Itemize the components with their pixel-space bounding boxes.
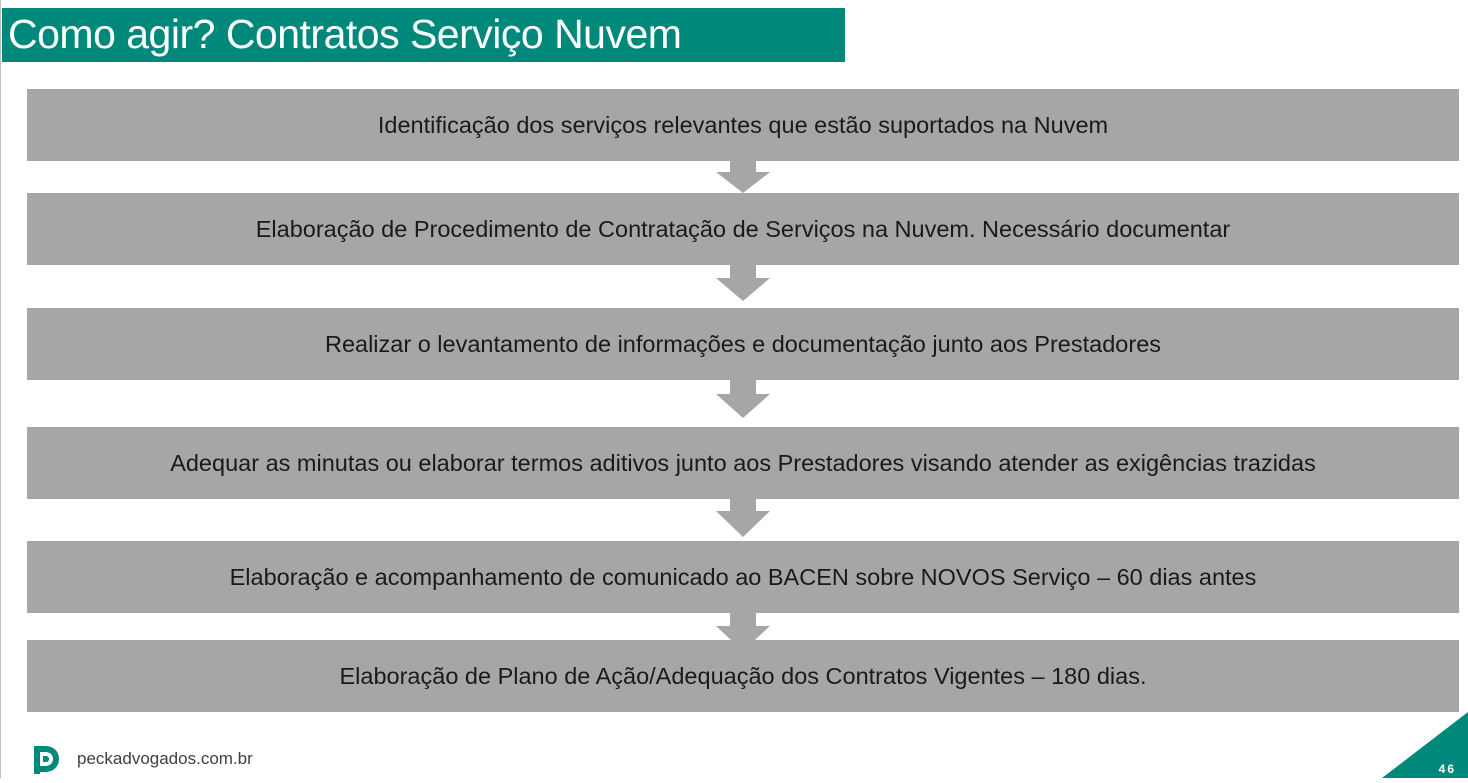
corner-decoration <box>1382 712 1468 778</box>
process-step-5 <box>27 541 1459 613</box>
page-number: 46 <box>1438 762 1456 776</box>
slide-title: Como agir? Contratos Serviço Nuvem <box>2 8 845 62</box>
process-step-1-label: Identificação dos serviços relevantes que estão suportados na Nuvem <box>377 111 1109 138</box>
process-step-1 <box>27 89 1459 161</box>
process-step-5-label: Elaboração e acompanhamento de comunicado ao BACEN sobre NOVOS Serviço – 60 dias antes <box>229 563 1257 590</box>
process-step-3-label: Realizar o levantamento de informações e documentação junto aos Prestadores <box>324 330 1162 357</box>
process-step-2 <box>27 193 1459 265</box>
process-step-6-label: Elaboração de Plano de Ação/Adequação dos Contratos Vigentes – 180 dias. <box>339 662 1147 689</box>
process-step-4-label: Adequar as minutas ou elaborar termos aditivos junto aos Prestadores visando atender as exigências trazidas <box>170 449 1316 476</box>
process-step-4 <box>27 427 1459 499</box>
down-arrow-icon <box>715 379 771 413</box>
process-step-2-label: Elaboração de Procedimento de Contratação de Serviços na Nuvem. Necessário documentar <box>255 215 1231 242</box>
slide-left-border <box>0 0 1 778</box>
down-arrow-icon <box>715 498 771 532</box>
down-arrow-icon <box>715 160 771 194</box>
footer-website: peckadvogados.com.br <box>77 749 253 768</box>
process-step-6 <box>27 640 1459 712</box>
down-arrow-icon <box>715 264 771 298</box>
process-step-3 <box>27 308 1459 380</box>
peck-logo-icon <box>32 744 60 774</box>
